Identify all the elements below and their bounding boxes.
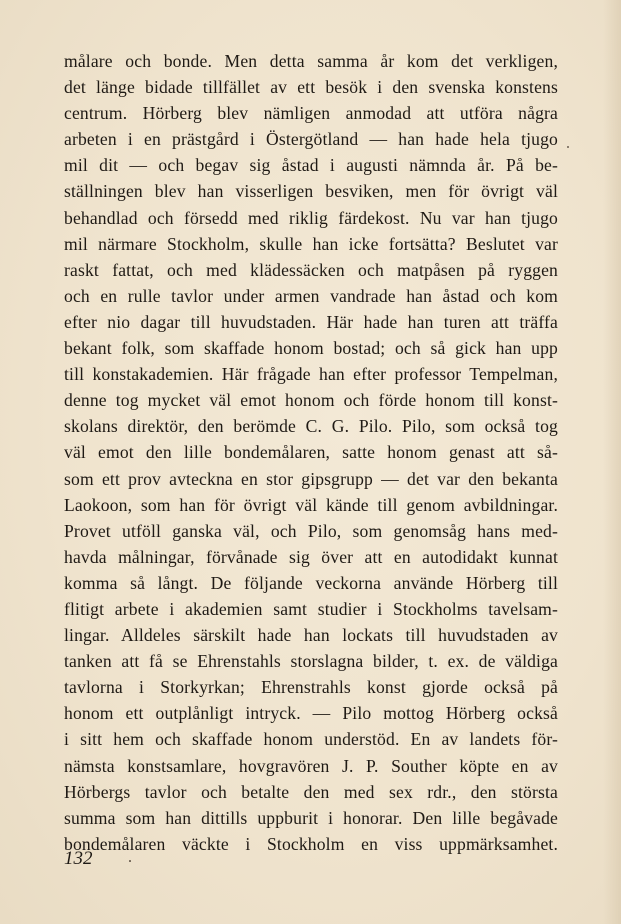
text-line: bekant folk, som skaffade honom bostad; och så gick han upp (64, 338, 558, 359)
text-line: honom ett outplånligt intryck. — Pilo mottog Hörberg också (64, 703, 558, 724)
text-line: denne tog mycket väl emot honom och förde honom till konst- (64, 390, 558, 411)
page-number: 132 (64, 848, 93, 869)
text-line: tanken att få se Ehrenstahls storslagna bilder, t. ex. de väldiga (64, 651, 558, 672)
text-line: bondemålaren väckte i Stockholm en viss uppmärksamhet. (64, 833, 558, 854)
text-line: centrum. Hörberg blev nämligen anmodad att utföra några (64, 103, 558, 124)
text-line: komma så långt. De följande veckorna använde Hörberg till (64, 572, 558, 593)
text-line: mil dit — och begav sig åstad i augusti nämnda år. På be- (64, 155, 558, 176)
paper-speck (567, 146, 569, 148)
text-line: i sitt hem och skaffade honom understöd. En av landets för- (64, 729, 558, 750)
text-line: Laokoon, som han för övrigt väl kände till genom avbildningar. (64, 494, 558, 515)
text-line: arbeten i en prästgård i Östergötland — han hade hela tjugo (64, 129, 558, 150)
text-line: nämsta konstsamlare, hovgravören J. P. Souther köpte en av (64, 755, 558, 776)
text-line: som ett prov avteckna en stor gipsgrupp — det var den bekanta (64, 468, 558, 489)
text-line: summa som han dittills uppburit i honorar. Den lille begåvade (64, 807, 558, 828)
text-line: skolans direktör, den berömde C. G. Pilo. Pilo, som också tog (64, 416, 558, 437)
text-line: målare och bonde. Men detta samma år kom det verkligen, (64, 51, 558, 71)
text-line: och en rulle tavlor under armen vandrade han åstad och kom (64, 285, 558, 306)
text-line: lingar. Alldeles särskilt hade han lockats till huvudstaden av (64, 625, 558, 646)
text-line: tavlorna i Storkyrkan; Ehrenstrahls konst gjorde också på (64, 677, 558, 698)
text-line: väl emot den lille bondemålaren, satte honom genast att så- (64, 442, 558, 463)
body-text (64, 48, 558, 857)
page-edge-shadow (603, 0, 621, 924)
text-line: Provet utföll ganska väl, och Pilo, som genomsåg hans med- (64, 520, 558, 541)
text-line: flitigt arbete i akademien samt studier i Stockholms tavelsam- (64, 598, 558, 619)
paper-speck (129, 860, 131, 862)
text-line: efter nio dagar till huvudstaden. Här hade han turen att träffa (64, 311, 558, 332)
text-line: till konstakademien. Här frågade han efter professor Tempelman, (64, 364, 558, 385)
text-line: Hörbergs tavlor och betalte den med sex rdr., den största (64, 781, 558, 802)
text-line: ställningen blev han visserligen besviken, men för övrigt väl (64, 181, 558, 202)
text-line: havda målningar, förvånade sig över att en autodidakt kunnat (64, 546, 558, 567)
text-line: raskt fattat, och med klädessäcken och matpåsen på ryggen (64, 259, 558, 280)
text-line: det länge bidade tillfället av ett besök i den svenska konstens (64, 77, 558, 98)
text-line: behandlad och försedd med riklig färdekost. Nu var han tjugo (64, 207, 558, 228)
text-line: mil närmare Stockholm, skulle han icke fortsätta? Beslutet var (64, 233, 558, 254)
